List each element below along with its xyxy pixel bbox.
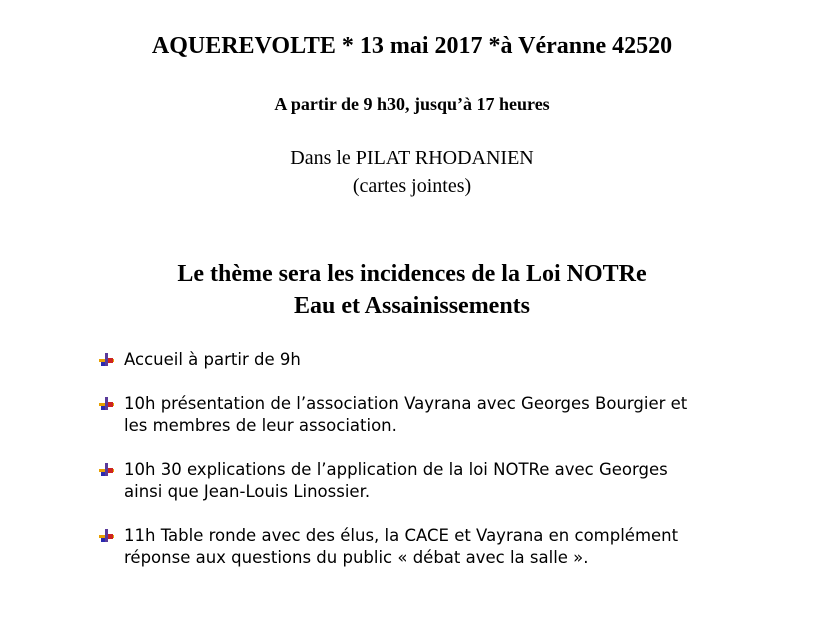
program-item <box>96 525 796 569</box>
colored-cross-bullet-icon <box>99 352 114 367</box>
colored-cross-bullet-icon <box>99 396 114 411</box>
theme-subtitle: Eau et Assainissements <box>293 293 531 319</box>
event-hours: A partir de 9 h30, jusqu’à 17 heures <box>274 94 550 114</box>
program-item-text: 10h 30 explications de l’application de la loi NOTRe avec Georges <box>124 460 668 479</box>
program-item-text: 10h présentation de l’association Vayrana avec Georges Bourgier et <box>124 394 688 413</box>
location-note: (cartes jointes) <box>352 175 472 197</box>
program-item-text: ainsi que Jean-Louis Linossier. <box>124 482 371 501</box>
program-item-text: réponse aux questions du public « débat avec la salle ». <box>124 548 589 567</box>
theme-line: Le thème sera les incidences de la Loi NOTRe <box>177 261 647 287</box>
event-theme <box>0 258 824 322</box>
event-title: AQUEREVOLTE * 13 mai 2017 *à Véranne 42520 <box>151 33 673 59</box>
event-location <box>0 144 824 200</box>
program-item <box>96 349 796 371</box>
location-line: Dans le PILAT RHODANIEN <box>290 147 534 169</box>
program-item <box>96 459 796 503</box>
program-item-text: Accueil à partir de 9h <box>124 350 301 369</box>
program-list <box>96 349 796 591</box>
program-item-text: 11h Table ronde avec des élus, la CACE et Vayrana en complément <box>124 526 679 545</box>
colored-cross-bullet-icon <box>99 462 114 477</box>
colored-cross-bullet-icon <box>99 528 114 543</box>
program-item <box>96 393 796 437</box>
program-item-text: les membres de leur association. <box>124 416 397 435</box>
